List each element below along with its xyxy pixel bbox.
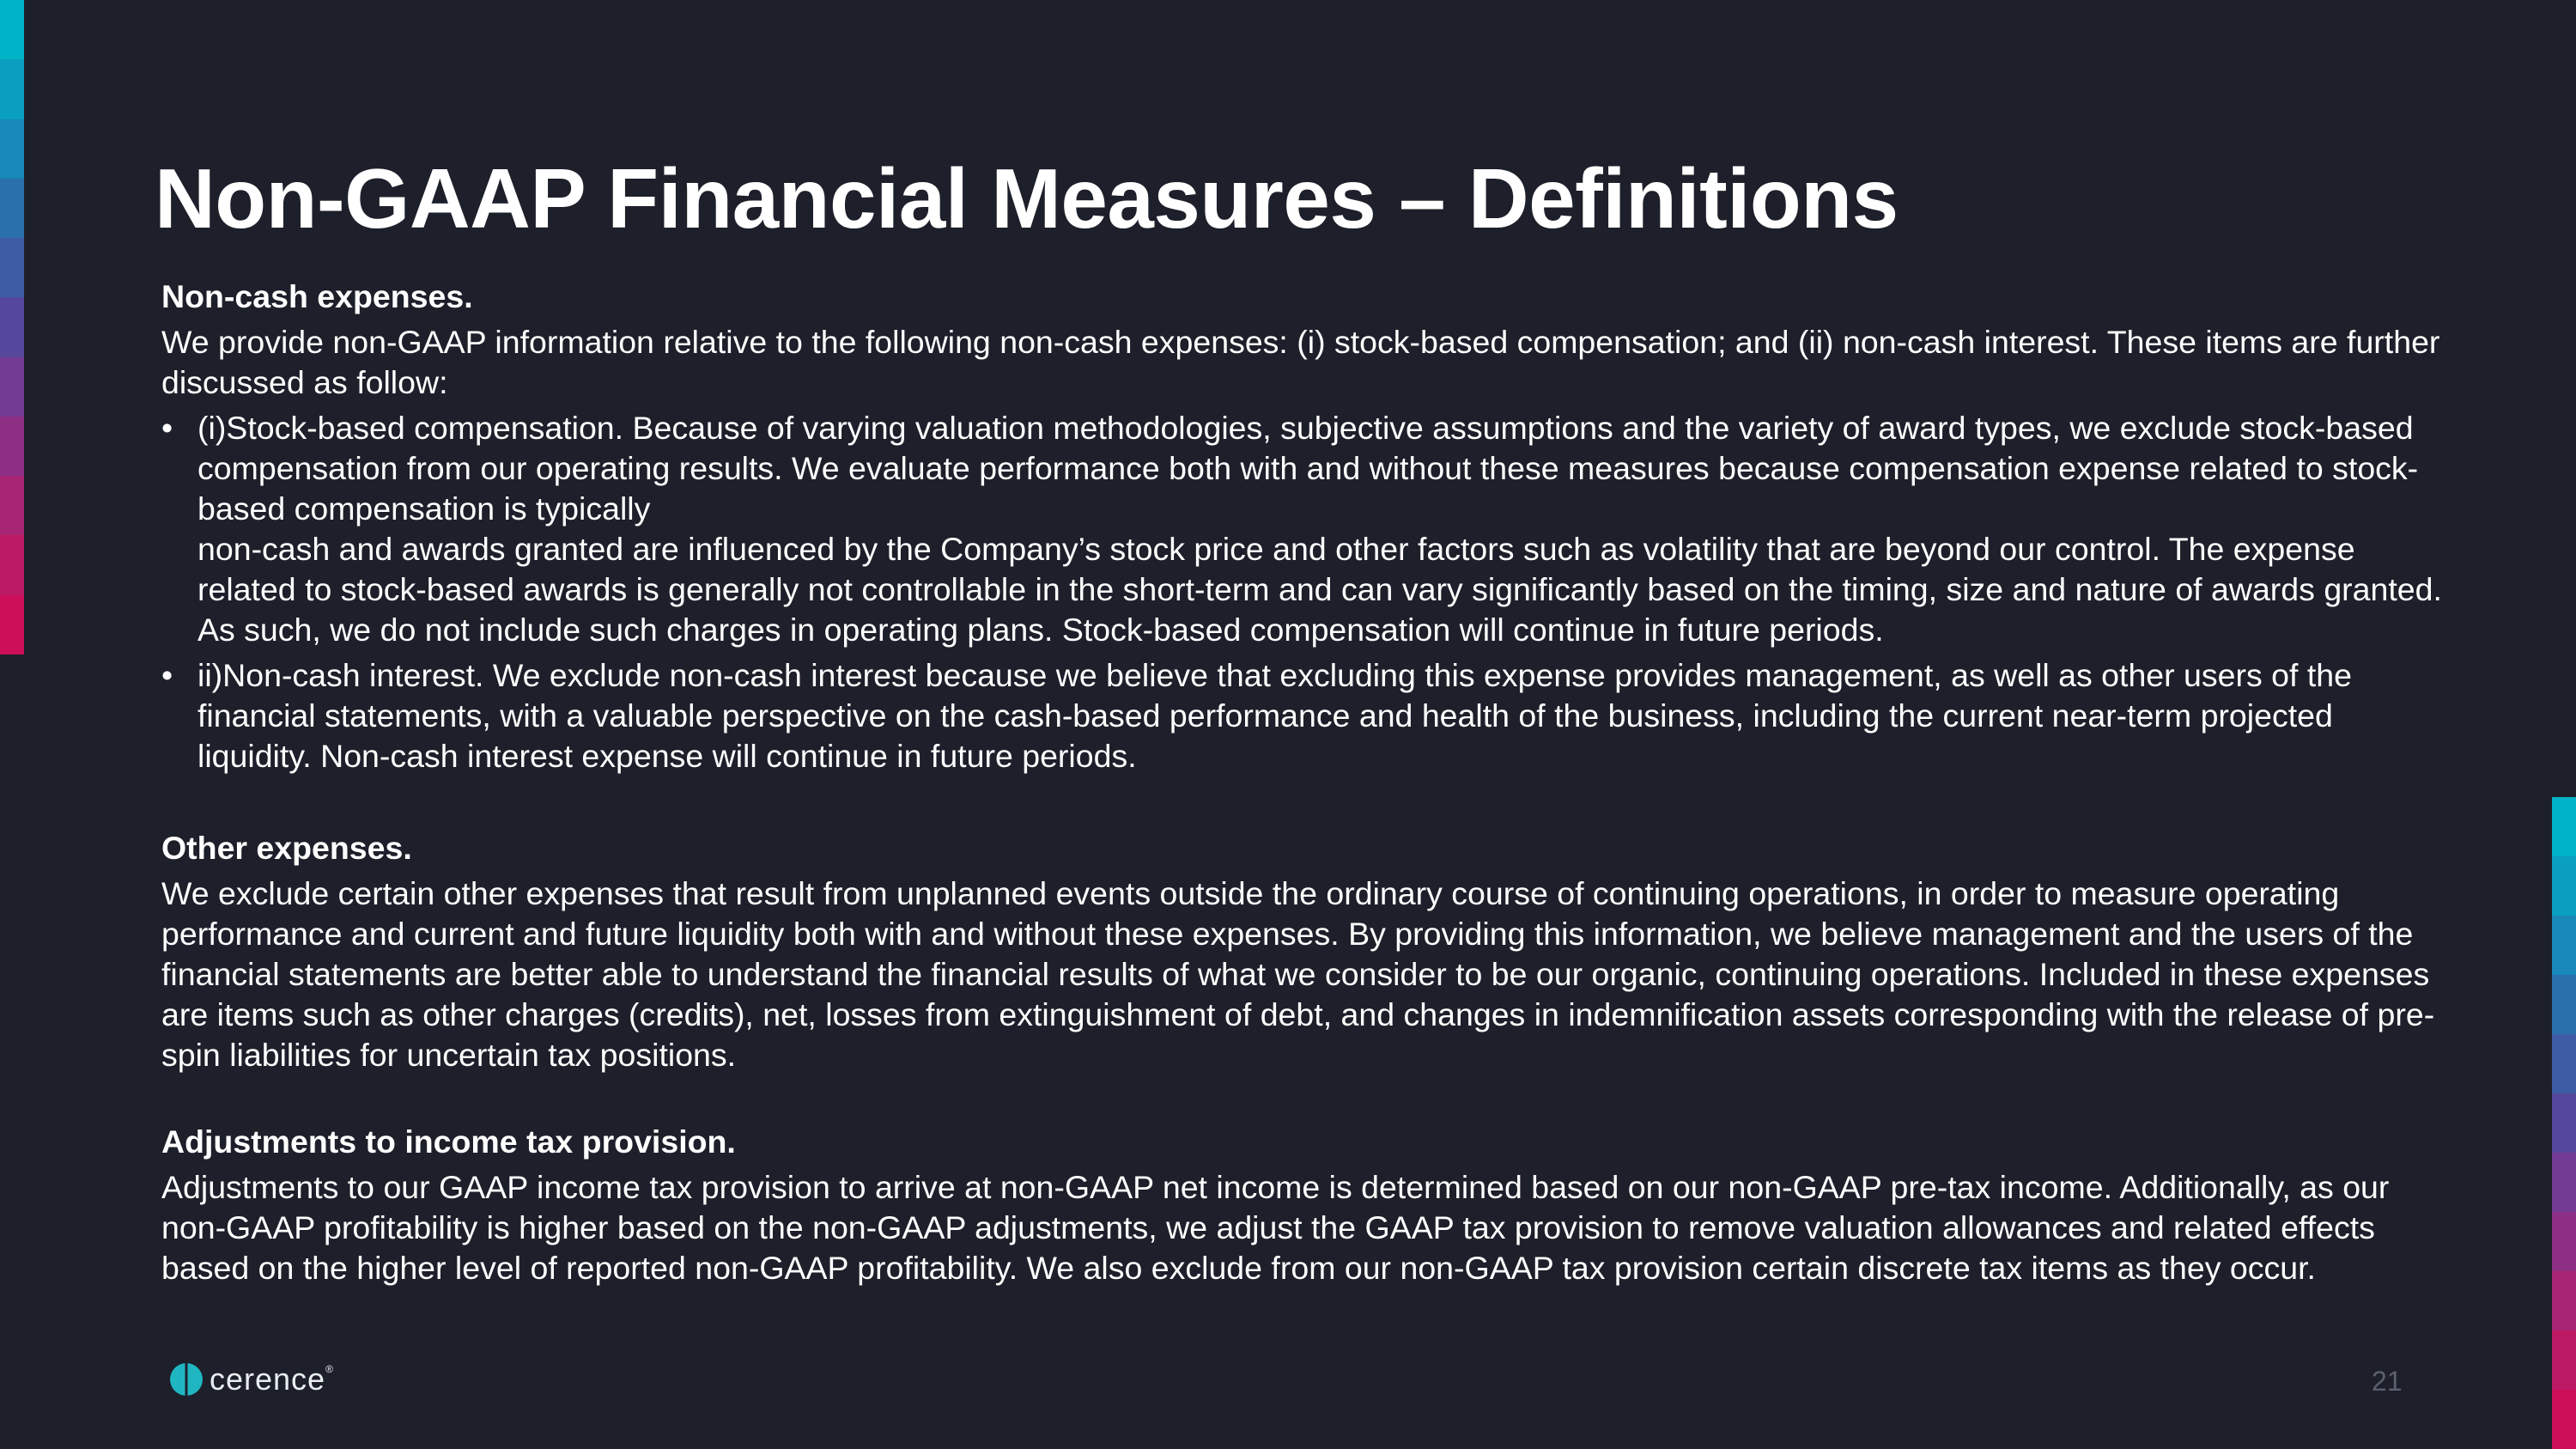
other-expenses-heading: Other expenses. [161,830,412,866]
accent-segment [2552,1093,2576,1153]
list-item [161,408,2454,650]
accent-segment [2552,797,2576,856]
slide-content [161,277,2454,1288]
other-expenses-body: We exclude certain other expenses that result from unplanned events outside the ordinary course of continuing operations, in order to measure operating performance and current and future liquidity both with and without these expenses. By providing this information, we believe management and the users of the financial statements are better able to understand the financial results of what we consider to be our organic, continuing operations. Included in these expenses are items such as other charges (credits), net, losses from extinguishment of debt, and changes in indemnification assets corresponding with the release of pre-spin liabilities for uncertain tax positions. [161,875,2435,1073]
tax-provision-heading: Adjustments to income tax provision. [161,1123,736,1160]
accent-segment [2552,1271,2576,1330]
cerence-logo [168,1361,333,1397]
accent-segment [2552,975,2576,1034]
non-cash-bullet-list [161,408,2454,776]
non-cash-intro: We provide non-GAAP information relative to the following non-cash expenses: (i) stock-based compensation; and (ii) non-cash interest. These items are further discussed as follow: [161,324,2440,400]
accent-segment [2552,1153,2576,1212]
accent-segment [2552,1034,2576,1093]
accent-segment [0,595,24,654]
accent-segment [2552,1330,2576,1390]
accent-segment [2552,916,2576,975]
accent-segment [0,179,24,238]
left-accent-bar [0,0,24,654]
list-item [161,655,2454,776]
bullet-dot-icon: • [161,410,173,446]
stock-based-compensation-text-continued: non-cash and awards granted are influenced by the Company’s stock price and other factors such as volatility that are beyond our control. The expense related to stock-based awards is generally not controllable in the short-term and can vary significantly based on the timing, size and nature of awards granted. As such, we do not include such charges in operating plans. Stock-based compensation will continue in future periods. [197,531,2442,648]
accent-segment [2552,1390,2576,1449]
accent-segment [0,357,24,417]
logo-wordmark: cerence [210,1361,326,1397]
accent-segment [2552,1212,2576,1271]
non-cash-heading: Non-cash expenses. [161,278,473,314]
tax-provision-body: Adjustments to our GAAP income tax provision to arrive at non-GAAP net income is determined based on our non-GAAP pre-tax income. Additionally, as our non-GAAP profitability is higher based on the non-GAAP adjustments, we adjust the GAAP tax provision to remove valuation allowances and related effects based on the higher level of reported non-GAAP profitability. We also exclude from our non-GAAP tax provision certain discrete tax items as they occur. [161,1169,2390,1286]
logo-trademark: ® [325,1363,333,1375]
slide-title: Non-GAAP Financial Measures – Definitions [155,151,1899,246]
accent-segment [0,535,24,594]
accent-segment [0,297,24,356]
accent-segment [0,238,24,297]
cerence-logo-icon [168,1361,204,1397]
bullet-dot-icon: • [161,657,173,693]
accent-segment [0,0,24,59]
accent-segment [0,417,24,476]
accent-segment [2552,856,2576,916]
page-number: 21 [2372,1366,2403,1397]
accent-segment [0,476,24,535]
non-cash-interest-text: ii)Non-cash interest. We exclude non-cash interest because we believe that excluding this expense provides management, as well as other users of the financial statements, with a valuable perspective on the cash-based performance and health of the business, including the current near-term projected liquidity. Non-cash interest expense will continue in future periods. [197,657,2353,774]
accent-segment [0,119,24,179]
stock-based-compensation-text: (i)Stock-based compensation. Because of varying valuation methodologies, subjective assumptions and the variety of award types, we exclude stock-based compensation from our operating results. We evaluate performance both with and without these measures because compensation expense related to stock-based compensation is typically [197,410,2419,527]
accent-segment [0,59,24,119]
right-accent-bar [2552,797,2576,1449]
